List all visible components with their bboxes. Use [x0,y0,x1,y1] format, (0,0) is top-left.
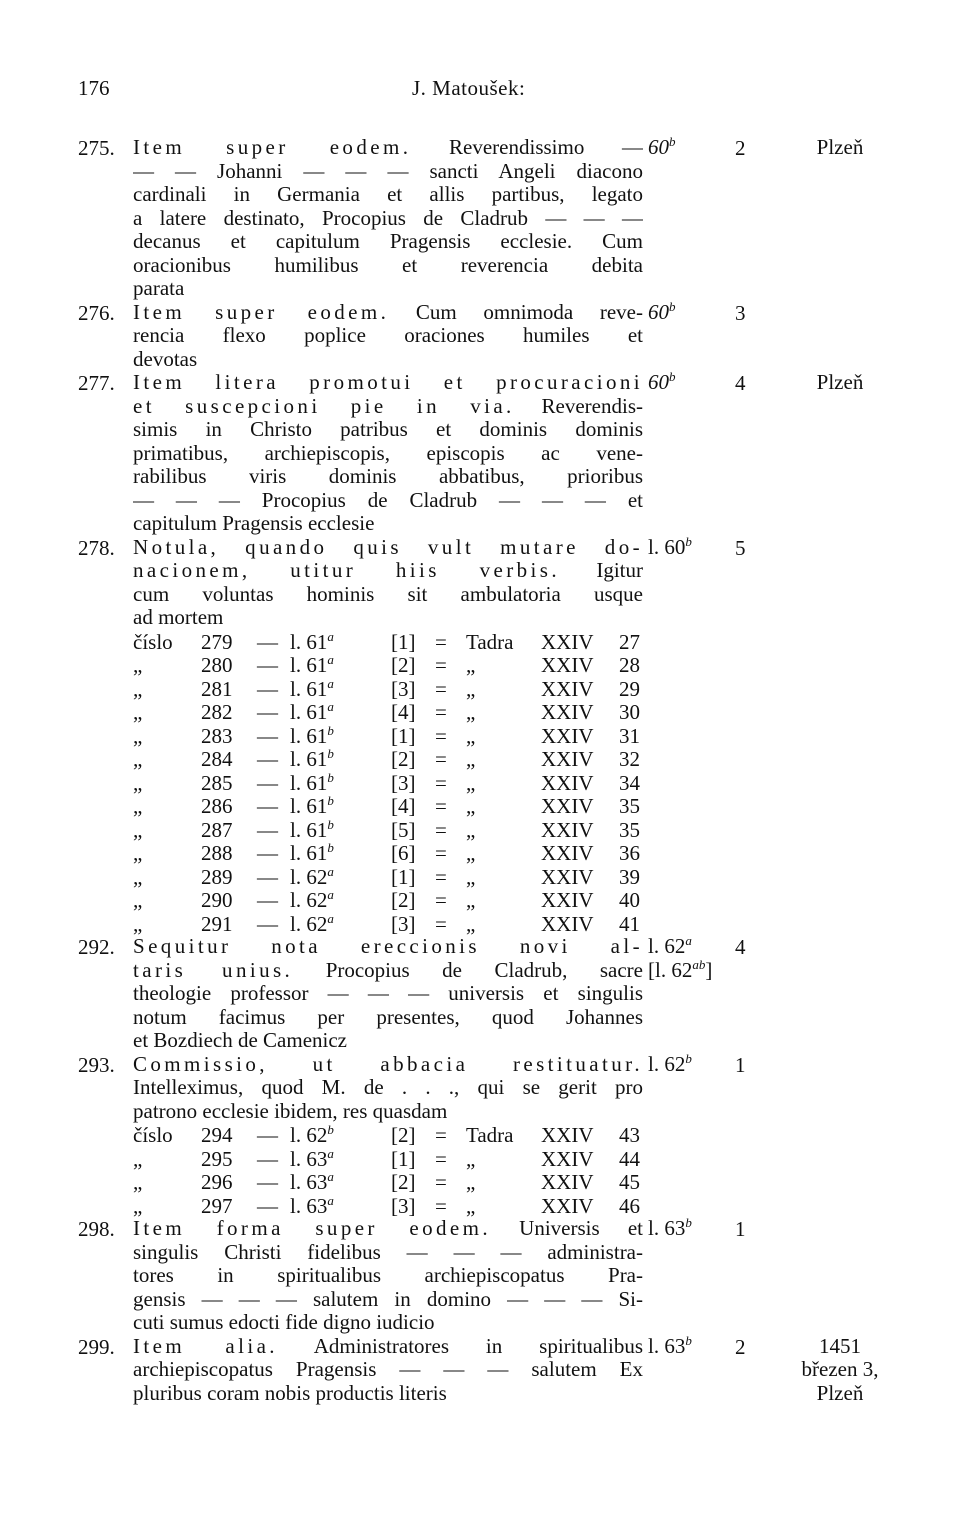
entry-line: — — Johanni — — — sancti Angeli diacono [133,159,643,183]
item-count: 4 [735,371,746,395]
entry-line: — — — Procopius de Cladrub — — — et [133,488,643,512]
entry-line: Item super eodem. Reverendissimo — [133,136,643,159]
cross-reference-cell: = [435,1123,447,1147]
cross-reference-cell: 279 [201,629,233,654]
cross-reference-cell: l. 61$^a$ [290,699,334,724]
entry-line: rencia flexo poplice oraciones humiles et [133,324,643,347]
cross-reference-cell: 35 [619,817,640,842]
cross-reference-row [133,747,653,771]
cross-reference-cell: „ [133,770,143,795]
cross-reference-cell: XXIV [541,1193,594,1218]
cross-reference-cell: XXIV [541,911,594,936]
entry-number: 275. [78,136,115,160]
entry-line: theologie professor — — — universis et singulis [133,982,643,1005]
cross-reference-cell: l. 61$^b$ [290,816,334,842]
entry-line: taris unius. Procopius de Cladrub, sacre [133,958,643,982]
entry-text [133,1217,643,1335]
cross-reference-cell: 27 [619,629,640,654]
cross-reference-cell: „ [133,817,143,842]
entry-line: rabilibus viris dominis abbatibus, prioribus [133,465,643,488]
entry-line: et Bozdiech de Camenicz [133,1029,347,1052]
cross-reference-cell: XXIV [541,794,594,818]
cross-reference-cell: 291 [201,911,233,936]
cross-reference-row [133,653,653,677]
entry-line: cuti sumus edocti fide digno iudicio [133,1311,435,1334]
entry-line: patrono ecclesie ibidem, res quasdam [133,1099,448,1123]
cross-reference-cell: 287 [201,817,233,842]
entry-line: nacionem, utitur hiis verbis. Igitur [133,559,643,582]
cross-reference-cell: 288 [201,841,233,865]
cross-reference-cell: [1] [391,629,416,654]
cross-reference-cell: „ [466,653,476,677]
cross-reference-cell: — [257,723,278,748]
cross-reference-row [133,865,653,889]
cross-reference-cell: — [257,841,278,865]
cross-reference-cell: = [435,1170,447,1194]
cross-reference-cell: l. 61$^b$ [290,840,334,865]
entry-line: oracionibus humilibus et reverencia debita [133,253,643,277]
cross-reference-cell: 31 [619,723,640,748]
folio-ref: l. 60$^b$ [648,533,692,559]
item-count: 4 [735,935,746,959]
item-count: 2 [735,136,746,160]
cross-reference-cell: — [257,747,278,771]
entry-number: 276. [78,300,115,325]
cross-reference-row [133,677,653,701]
cross-reference-cell: 32 [619,747,640,771]
cross-reference-cell: 284 [201,747,233,771]
cross-reference-cell: = [435,747,447,771]
cross-reference-cell: 28 [619,653,640,677]
cross-reference-cell: l. 61$^b$ [290,793,334,818]
cross-reference-row [133,724,653,748]
entry-line: pluribus coram nobis productis literis [133,1381,447,1405]
cross-reference-cell: — [257,1170,278,1194]
entry-line: Commissio, ut abbacia restituatur. [133,1052,643,1076]
cross-reference-cell: [2] [391,653,416,677]
cross-reference-cell: „ [133,911,143,936]
cross-reference-cell: [1] [391,1146,416,1171]
item-count: 1 [735,1052,746,1077]
cross-reference-cell: = [435,676,447,701]
entry-line: Item litera promotui et procuracioni [133,371,643,394]
entry-line: tores in spiritualibus archiepiscopatus Pra- [133,1264,643,1287]
cross-reference-cell: [3] [391,911,416,936]
cross-reference-cell: [4] [391,794,416,818]
cross-reference-cell: XXIV [541,700,594,724]
folio-ref: 60$^b$ [648,369,676,394]
cross-reference-cell: — [257,1193,278,1218]
entry-line: Item super eodem. Cum omnimoda reve- [133,300,643,324]
cross-reference-cell: 297 [201,1193,233,1218]
cross-reference-list [133,1123,653,1217]
cross-reference-cell: = [435,1146,447,1171]
cross-reference-cell: „ [133,1170,143,1194]
entry-text [133,1053,643,1124]
entry-line: capitulum Pragensis ecclesie [133,512,375,535]
entry-line: Sequitur nota ereccionis novi al- [133,935,643,958]
page-number: 176 [78,76,110,100]
cross-reference-cell: = [435,770,447,795]
cross-reference-cell: 41 [619,911,640,936]
cross-reference-cell: „ [133,864,143,889]
cross-reference-cell: 45 [619,1170,640,1194]
place-date: Plzeň [816,135,864,159]
cross-reference-cell: „ [466,911,476,936]
cross-reference-cell: „ [466,1193,476,1218]
entry-number: 277. [78,371,115,395]
entry-line: parata [133,277,185,300]
cross-reference-cell: „ [133,888,143,912]
cross-reference-cell: = [435,888,447,912]
cross-reference-cell: l. 62$^a$ [290,887,334,912]
folio-ref: 60$^b$ [648,298,676,324]
cross-reference-cell: XXIV [541,888,594,912]
cross-reference-cell: = [435,817,447,842]
cross-reference-cell: 290 [201,888,233,912]
cross-reference-cell: — [257,676,278,701]
cross-reference-cell: l. 61$^b$ [290,722,334,748]
entry-line: Intelleximus, quod M. de . . ., qui se gerit pro [133,1076,643,1099]
cross-reference-cell: XXIV [541,723,594,748]
cross-reference-cell: „ [466,676,476,701]
entry-line: notum facimus per presentes, quod Johannes [133,1005,643,1029]
place-date: 1451 březen 3, Plzeň [801,1333,879,1405]
cross-reference-cell: — [257,911,278,936]
cross-reference-cell: Tadra [466,1123,514,1147]
cross-reference-row [133,771,653,795]
cross-reference-cell: XXIV [541,864,594,889]
cross-reference-cell: l. 63$^a$ [290,1169,334,1194]
cross-reference-row [133,1194,653,1218]
cross-reference-cell: 46 [619,1193,640,1218]
entry-text [133,935,643,1053]
item-count: 5 [735,535,746,560]
cross-reference-cell: [2] [391,888,416,912]
cross-reference-cell: l. 63$^a$ [290,1192,334,1218]
entry-text [133,371,643,536]
cross-reference-cell: „ [133,747,143,771]
cross-reference-cell: l. 62$^a$ [290,910,334,936]
cross-reference-cell: XXIV [541,747,594,771]
cross-reference-cell: — [257,794,278,818]
cross-reference-cell: „ [466,1170,476,1194]
entry-number: 298. [78,1217,115,1241]
cross-reference-cell: XXIV [541,770,594,795]
cross-reference-row [133,700,653,724]
item-count: 3 [735,300,746,325]
cross-reference-cell: l. 61$^a$ [290,628,334,654]
cross-reference-cell: 43 [619,1123,640,1147]
cross-reference-cell: — [257,1123,278,1147]
cross-reference-cell: XXIV [541,653,594,677]
entry-number: 292. [78,935,115,959]
cross-reference-cell: [1] [391,723,416,748]
cross-reference-cell: — [257,888,278,912]
cross-reference-cell: l. 61$^b$ [290,769,334,795]
cross-reference-cell: 295 [201,1146,233,1171]
cross-reference-cell: „ [466,841,476,865]
cross-reference-cell: „ [466,770,476,795]
cross-reference-cell: 34 [619,770,640,795]
cross-reference-cell: „ [133,841,143,865]
entry-line: et suscepcioni pie in via. Reverendis- [133,394,643,418]
cross-reference-cell: „ [466,700,476,724]
cross-reference-cell: [3] [391,770,416,795]
cross-reference-cell: „ [133,794,143,818]
cross-reference-cell: 286 [201,794,233,818]
cross-reference-row [133,1170,653,1194]
cross-reference-cell: XXIV [541,1170,594,1194]
cross-reference-cell: „ [133,676,143,701]
entry-line: ad mortem [133,606,224,629]
place-date: Plzeň [816,370,864,394]
folio-ref: l. 63$^b$ [648,1215,692,1240]
cross-reference-cell: číslo [133,1123,173,1147]
running-title: J. Matoušek: [412,76,526,100]
cross-reference-row [133,1123,653,1147]
entry-line: a latere destinato, Procopius de Cladrub — — — [133,206,643,230]
cross-reference-cell: = [435,629,447,654]
entry-line: Item alia. Administratores in spiritualibus [133,1334,643,1358]
cross-reference-cell: „ [466,864,476,889]
cross-reference-cell: l. 62$^a$ [290,863,334,889]
entry-line: Item forma super eodem. Universis et [133,1217,643,1240]
cross-reference-cell: „ [133,653,143,677]
folio-ref: l. 62$^a$ [l. $62^{ab}$] [648,933,713,982]
cross-reference-cell: — [257,770,278,795]
cross-reference-cell: — [257,629,278,654]
cross-reference-cell: [5] [391,817,416,842]
cross-reference-cell: XXIV [541,817,594,842]
cross-reference-cell: = [435,864,447,889]
folio-ref: l. 63$^b$ [648,1332,692,1358]
cross-reference-row [133,912,653,936]
cross-reference-cell: 289 [201,864,233,889]
cross-reference-cell: Tadra [466,629,514,654]
cross-reference-cell: [1] [391,864,416,889]
cross-reference-cell: [2] [391,1170,416,1194]
item-count: 2 [735,1334,746,1359]
cross-reference-cell: „ [133,700,143,724]
cross-reference-cell: [6] [391,841,416,865]
cross-reference-cell: [4] [391,700,416,724]
cross-reference-cell: [3] [391,676,416,701]
cross-reference-cell: 35 [619,794,640,818]
entry-text [133,301,643,372]
cross-reference-cell: „ [466,794,476,818]
cross-reference-cell: XXIV [541,629,594,654]
entry-line: devotas [133,347,198,371]
entry-line: cardinali in Germania et allis partibus, legato [133,183,643,206]
cross-reference-cell: „ [466,1146,476,1171]
cross-reference-cell: „ [466,747,476,771]
cross-reference-cell: [2] [391,747,416,771]
cross-reference-cell: l. 61$^a$ [290,652,334,677]
cross-reference-cell: 30 [619,700,640,724]
cross-reference-cell: — [257,1146,278,1171]
cross-reference-cell: — [257,700,278,724]
cross-reference-cell: = [435,653,447,677]
cross-reference-cell: = [435,700,447,724]
cross-reference-cell: 36 [619,841,640,865]
cross-reference-cell: 280 [201,653,233,677]
cross-reference-cell: „ [133,1146,143,1171]
entry-text [133,1335,643,1406]
cross-reference-row [133,841,653,865]
cross-reference-cell: „ [133,1193,143,1218]
cross-reference-cell: „ [466,817,476,842]
cross-reference-cell: [3] [391,1193,416,1218]
cross-reference-cell: „ [466,888,476,912]
cross-reference-cell: — [257,653,278,677]
cross-reference-cell: — [257,817,278,842]
cross-reference-cell: l. 63$^a$ [290,1145,334,1171]
cross-reference-cell: číslo [133,629,173,654]
cross-reference-list [133,630,653,936]
entry-line: decanus et capitulum Pragensis ecclesie. Cum [133,230,643,253]
cross-reference-cell: XXIV [541,1123,594,1147]
cross-reference-cell: 294 [201,1123,233,1147]
folio-ref: 60$^b$ [648,134,676,159]
entry-text [133,136,643,301]
cross-reference-cell: „ [466,723,476,748]
cross-reference-cell: l. 61$^b$ [290,746,334,771]
cross-reference-cell: 285 [201,770,233,795]
entry-line: archiepiscopatus Pragensis — — — salutem Ex [133,1358,643,1381]
cross-reference-cell: 281 [201,676,233,701]
cross-reference-cell: l. 61$^a$ [290,675,334,701]
cross-reference-cell: XXIV [541,1146,594,1171]
cross-reference-cell: 40 [619,888,640,912]
cross-reference-cell: = [435,723,447,748]
cross-reference-row [133,888,653,912]
cross-reference-cell: = [435,911,447,936]
entry-line: simis in Christo patribus et dominis dominis [133,418,643,441]
cross-reference-cell: = [435,1193,447,1218]
cross-reference-cell: 29 [619,676,640,701]
entry-line: cum voluntas hominis sit ambulatoria usque [133,582,643,606]
cross-reference-cell: 296 [201,1170,233,1194]
cross-reference-row [133,630,653,654]
cross-reference-cell: „ [133,723,143,748]
entry-number: 299. [78,1334,115,1359]
cross-reference-cell: XXIV [541,676,594,701]
entry-line: Notula, quando quis vult mutare do- [133,535,643,559]
cross-reference-cell: = [435,841,447,865]
cross-reference-cell: 282 [201,700,233,724]
entry-line: singulis Christi fidelibus — — — administra- [133,1240,643,1264]
cross-reference-row [133,1147,653,1171]
cross-reference-cell: = [435,794,447,818]
cross-reference-cell: 39 [619,864,640,889]
cross-reference-row [133,794,653,818]
entry-number: 293. [78,1052,115,1077]
entry-number: 278. [78,535,115,560]
entry-line: primatibus, archiepiscopis, episcopis ac vene- [133,441,643,465]
cross-reference-cell: 283 [201,723,233,748]
cross-reference-cell: XXIV [541,841,594,865]
cross-reference-cell: — [257,864,278,889]
cross-reference-cell: l. 62$^b$ [290,1122,334,1147]
cross-reference-row [133,818,653,842]
entry-line: gensis — — — salutem in domino — — — Si- [133,1287,643,1311]
cross-reference-cell: 44 [619,1146,640,1171]
folio-ref: l. 62$^b$ [648,1050,692,1076]
cross-reference-cell: [2] [391,1123,416,1147]
item-count: 1 [735,1217,746,1241]
entry-text [133,536,643,630]
